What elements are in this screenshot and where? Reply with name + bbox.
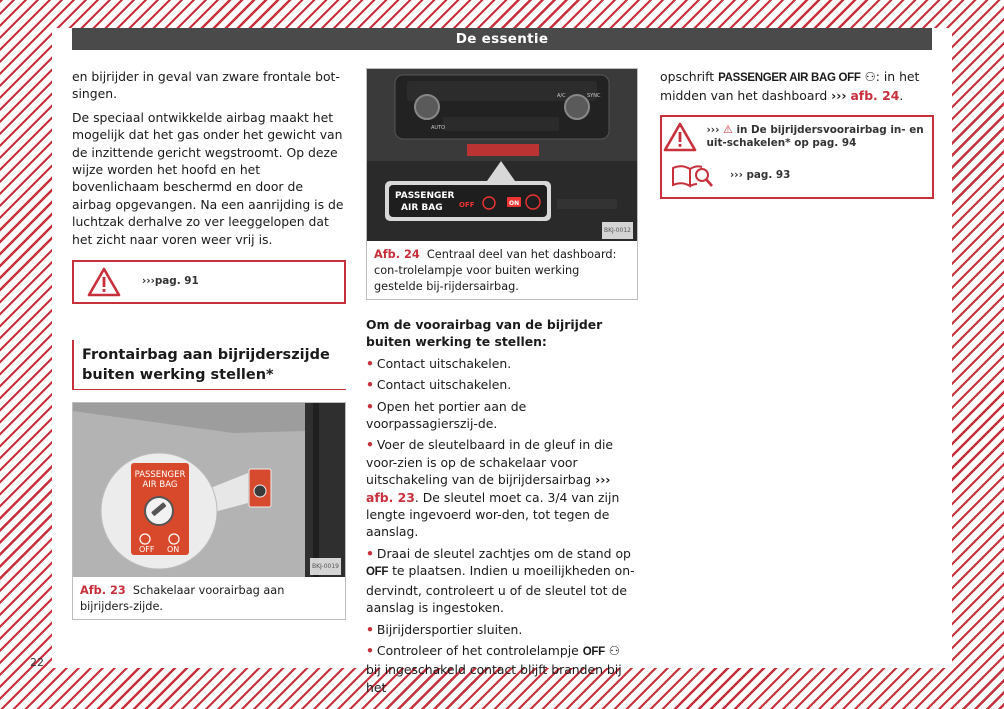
page-header: De essentie <box>72 28 932 50</box>
hvac-sync-label: SYNC <box>587 93 601 99</box>
lamp-label: PASSENGER AIR BAG OFF <box>718 72 861 84</box>
switch-label-top: PASSENGER <box>134 470 186 481</box>
warning-triangle-icon <box>662 122 699 152</box>
figure-24 <box>366 68 638 300</box>
figure-caption-text: Schakelaar voorairbag aan bijrijders-zijde. <box>80 584 285 614</box>
figure-caption <box>367 241 637 299</box>
hvac-ac-label: A/C <box>557 93 566 99</box>
figure-24-image <box>367 69 637 241</box>
step-text: bij ingeschakeld contact blijft branden bij het <box>366 662 622 695</box>
warning-box <box>660 115 934 199</box>
lamp-off-label: OFF <box>459 201 475 209</box>
paragraph-text: in het midden van het dashboard <box>660 69 920 104</box>
step-item: • Open het portier aan de voorpassagierszij-de. <box>366 398 527 432</box>
step-text: . De sleutel moet ca. 3/4 van zijn lengte ingevoerd wor-den, tot tegen de aanslag. <box>366 489 620 540</box>
figure-label: Afb. 23 <box>80 584 126 598</box>
step-text: Open het portier aan de voorpassagierszij-de. <box>366 398 527 432</box>
warning-box <box>72 260 346 304</box>
step-item: • Contact uitschakelen. <box>366 355 512 371</box>
ref-page: pag. 91 <box>154 275 199 288</box>
warning-reference-text: in De bijrijdersvoorairbag in- en uit-schakelen* op pag. 94 <box>706 123 924 150</box>
figure-label: Afb. 24 <box>374 248 420 261</box>
page-number: 22 <box>30 656 44 669</box>
ref-arrows: ››› <box>730 169 743 182</box>
step-item: • Controleer of het controlelampje OFF ⚇ bij ingeschakeld contact blijft branden bij het <box>366 642 622 695</box>
small-warning-icon: ⚠ <box>722 122 733 136</box>
step-item: • Contact uitschakelen. <box>366 377 512 393</box>
step-text: Controleer of het controlelampje <box>376 642 579 658</box>
figure-caption-text: Centraal deel van het dashboard: con-trolelampje voor buiten werking gestelde bij-rijdersairbag. <box>374 248 617 293</box>
step-text: te plaatsen. Indien u moeilijkheden on-dervindt, controleert u of de sleutel tot de aanslag is ingestoken. <box>366 563 635 616</box>
switch-on-label: ON <box>167 545 180 555</box>
lamp-on-label: ON <box>509 200 520 207</box>
airbag-person-icon: ⚇ <box>864 69 876 84</box>
step-text: Contact uitschakelen. <box>376 355 512 371</box>
book-reference[interactable] <box>730 169 790 183</box>
column-left <box>72 68 346 620</box>
step-text: Contact uitschakelen. <box>376 377 512 393</box>
lamp-label-bottom: AIR BAG <box>401 203 443 213</box>
column-right <box>660 68 934 199</box>
ref-arrows: ››› <box>831 88 847 104</box>
off-label: OFF <box>582 645 605 658</box>
step-text: Draai de sleutel zachtjes om de stand op <box>376 545 631 561</box>
figure-23-image <box>73 403 345 577</box>
figure-caption <box>73 577 345 619</box>
figure-reference-link[interactable]: afb. 24 <box>850 88 900 104</box>
steps-title: Om de voorairbag van de bijrijder buiten werking te stellen: <box>366 317 603 350</box>
figure-code: BKJ-0012 <box>602 222 633 239</box>
paragraph: opschrift PASSENGER AIR BAG OFF ⚇: in het midden van het dashboard ››› afb. 24. <box>660 69 920 104</box>
paragraph-text: opschrift <box>660 69 715 84</box>
lamp-label-top: PASSENGER <box>395 191 455 201</box>
book-reference-text: pag. 93 <box>746 169 791 182</box>
paragraph-end: . <box>899 88 904 104</box>
figure-reference-link[interactable]: afb. 23 <box>366 489 415 505</box>
step-text: Bijrijdersportier sluiten. <box>376 621 523 637</box>
warning-triangle-icon <box>74 267 134 297</box>
step-item: • Draai de sleutel zachtjes om de stand op OFF te plaatsen. Indien u moeilijkheden on-dervindt, controleert u of de sleutel tot de aanslag is ingestoken. <box>366 545 635 616</box>
warning-reference[interactable] <box>142 275 199 289</box>
step-item: • Bijrijdersportier sluiten. <box>366 621 523 637</box>
section-title: Frontairbag aan bijrijderszijde buiten werking stellen* <box>72 340 346 390</box>
step-text: Voer de sleutelbaard in de gleuf in die voor-zien is op de schakelaar voor uitschakeling van de bijrijdersairbag <box>366 437 614 488</box>
figure-23 <box>72 402 346 620</box>
warning-reference[interactable] <box>707 123 933 151</box>
airbag-person-icon: ⚇ <box>608 642 620 658</box>
step-item: • Voer de sleutelbaard in de gleuf in die voor-zien is op de schakelaar voor uitschakeling van de bijrijdersairbag ››› afb. 23. De sleutel moet ca. 3/4 van zijn lengte ingevoerd wor-den, tot tegen de aanslag. <box>366 437 620 540</box>
column-middle <box>366 68 638 700</box>
paragraph: De speciaal ontwikkelde airbag maakt het mogelijk dat het gas onder het gewicht van de inzittende gericht wegstroomt. Op deze wijze worden het hoofd en het bovenlichaam beschermd en door de airbag opgevangen. Na een aanrijding is de luchtzak derhalve zo ver leeggelopen dat het zicht naar voren weer vrij is. <box>72 109 344 247</box>
switch-label-bottom: AIR BAG <box>142 480 178 491</box>
ref-arrows: ››› <box>142 275 155 288</box>
hvac-auto-label: AUTO <box>431 125 446 131</box>
book-search-icon <box>662 162 722 190</box>
off-label: OFF <box>366 566 389 579</box>
ref-arrows: ››› <box>706 123 720 136</box>
ref-arrows: ››› <box>595 472 611 488</box>
switch-off-label: OFF <box>139 545 155 555</box>
figure-code: BKJ-0019 <box>310 558 341 575</box>
paragraph: en bijrijder in geval van zware frontale bot-singen. <box>72 69 340 102</box>
